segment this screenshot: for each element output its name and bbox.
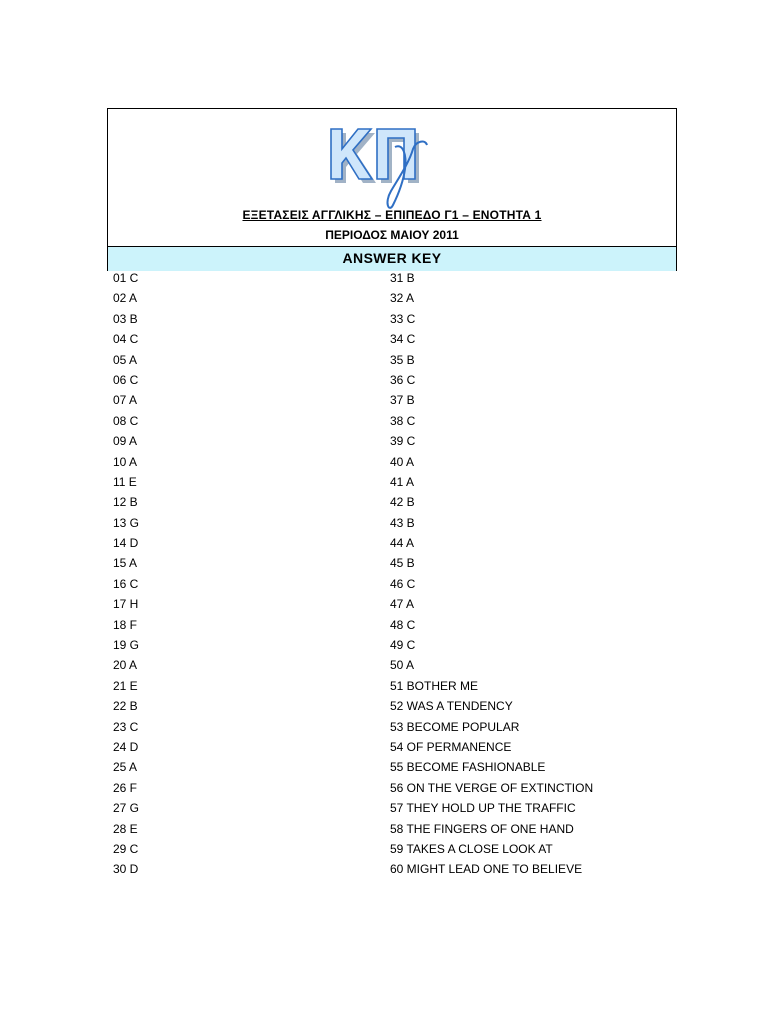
answer-row: 41 A xyxy=(390,474,415,489)
answer-row: 30 D xyxy=(113,862,139,877)
answer-row: 51 BOTHER ME xyxy=(390,678,479,693)
exam-period: ΠΕΡΙΟΔΟΣ ΜΑΙΟΥ 2011 xyxy=(325,228,459,242)
answer-row: 33 C xyxy=(390,311,416,326)
answer-row: 16 C xyxy=(113,576,139,591)
answer-row: 57 THEY HOLD UP THE TRAFFIC xyxy=(390,801,576,816)
answer-row: 23 C xyxy=(113,719,139,734)
answer-row: 35 B xyxy=(390,352,415,367)
answer-row: 25 A xyxy=(113,760,138,775)
answer-row: 34 C xyxy=(390,332,416,347)
answer-row: 58 THE FINGERS OF ONE HAND xyxy=(390,821,574,836)
answer-row: 05 A xyxy=(113,352,138,367)
answer-row: 02 A xyxy=(113,291,138,306)
answer-row: 56 ON THE VERGE OF EXTINCTION xyxy=(390,780,594,795)
answer-row: 39 C xyxy=(390,434,416,449)
answer-row: 40 A xyxy=(390,454,415,469)
answer-row: 36 C xyxy=(390,372,416,387)
answer-row: 42 B xyxy=(390,495,415,510)
answer-row: 08 C xyxy=(113,413,139,428)
answer-row: 12 B xyxy=(113,495,138,510)
answer-row: 52 WAS A TENDENCY xyxy=(390,699,513,714)
answer-row: 14 D xyxy=(113,536,139,551)
kpg-logo xyxy=(323,117,448,209)
answer-row: 13 G xyxy=(113,515,140,530)
answer-row: 07 A xyxy=(113,393,138,408)
answer-row: 32 A xyxy=(390,291,415,306)
answer-row: 06 C xyxy=(113,372,139,387)
answer-row: 43 B xyxy=(390,515,415,530)
answer-row: 37 B xyxy=(390,393,415,408)
answer-row: 47 A xyxy=(390,597,415,612)
answer-row: 44 A xyxy=(390,536,415,551)
answer-row: 45 B xyxy=(390,556,415,571)
answer-row: 15 A xyxy=(113,556,138,571)
answer-row: 04 C xyxy=(113,332,139,347)
answer-key-banner: ANSWER KEY xyxy=(108,246,676,271)
answer-row: 17 H xyxy=(113,597,139,612)
answer-row: 22 B xyxy=(113,699,138,714)
answer-row: 09 A xyxy=(113,434,138,449)
answer-row: 20 A xyxy=(113,658,138,673)
answers-right-column xyxy=(390,268,593,880)
answer-row: 50 A xyxy=(390,658,415,673)
answer-row: 28 E xyxy=(113,821,138,836)
answer-row: 11 E xyxy=(113,474,137,489)
answer-row: 55 BECOME FASHIONABLE xyxy=(390,760,546,775)
answer-row: 29 C xyxy=(113,841,139,856)
answer-row: 18 F xyxy=(113,617,138,632)
answer-row: 27 G xyxy=(113,801,140,816)
answer-row: 49 C xyxy=(390,638,416,653)
answer-row: 24 D xyxy=(113,739,139,754)
answer-row: 19 G xyxy=(113,638,140,653)
answer-row: 03 B xyxy=(113,311,138,326)
answer-row: 60 MIGHT LEAD ONE TO BELIEVE xyxy=(390,862,583,877)
answer-row: 59 TAKES A CLOSE LOOK AT xyxy=(390,841,553,856)
answer-row: 54 OF PERMANENCE xyxy=(390,739,512,754)
answers-left-column xyxy=(113,268,139,880)
answer-row: 48 C xyxy=(390,617,416,632)
answer-row: 26 F xyxy=(113,780,138,795)
answer-row: 46 C xyxy=(390,576,416,591)
header-box xyxy=(107,108,677,271)
answer-row: 38 C xyxy=(390,413,416,428)
answer-row: 01 C xyxy=(113,271,139,285)
answer-row: 21 E xyxy=(113,678,138,693)
answer-row: 31 B xyxy=(390,271,415,285)
answer-row: 53 BECOME POPULAR xyxy=(390,719,520,734)
answer-row: 10 A xyxy=(113,454,138,469)
exam-title: ΕΞΕΤΑΣΕΙΣ ΑΓΓΛΙΚΗΣ – ΕΠΙΠΕΔΟ Γ1 – ΕΝΟΤΗΤΑ 1 xyxy=(242,208,542,222)
